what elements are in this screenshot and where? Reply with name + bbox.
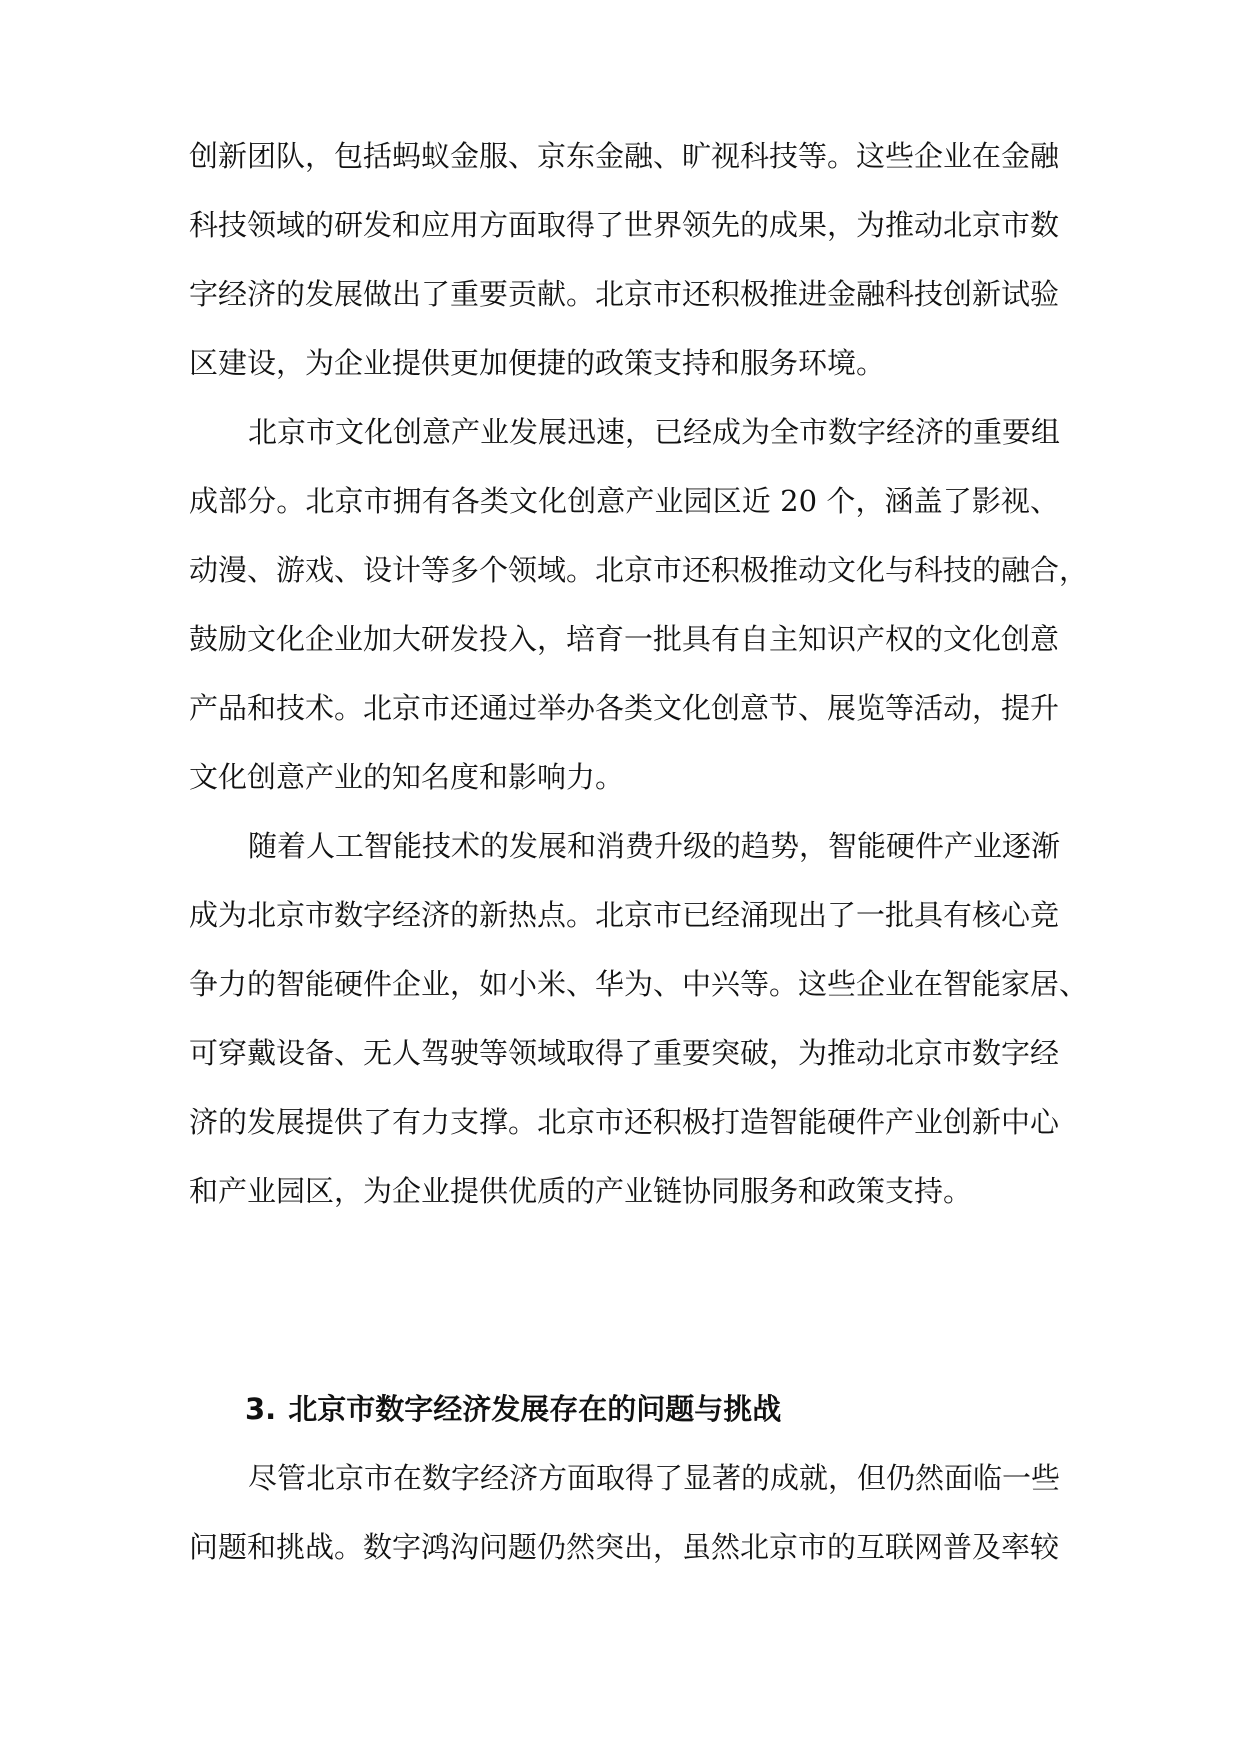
paragraph-3-line-1: 随着人工智能技术的发展和消费升级的趋势，智能硬件产业逐渐 — [248, 829, 1061, 863]
paragraph-3-line-6: 和产业园区，为企业提供优质的产业链协同服务和政策支持。 — [189, 1174, 973, 1208]
paragraph-2-line-1: 北京市文化创意产业发展迅速，已经成为全市数字经济的重要组 — [248, 415, 1061, 449]
paragraph-3-line-2: 成为北京市数字经济的新热点。北京市已经涌现出了一批具有核心竞 — [189, 898, 1060, 932]
paragraph-2-line-2: 成部分。北京市拥有各类文化创意产业园区近 20 个，涵盖了影视、 — [189, 484, 1059, 518]
paragraph-2-line-5: 产品和技术。北京市还通过举办各类文化创意节、展览等活动，提升 — [189, 691, 1060, 725]
section-heading — [245, 1389, 781, 1429]
paragraph-4-line-2: 问题和挑战。数字鸿沟问题仍然突出，虽然北京市的互联网普及率较 — [189, 1530, 1060, 1564]
section-heading-title: 北京市数字经济发展存在的问题与挑战 — [288, 1392, 782, 1426]
paragraph-2-line-3: 动漫、游戏、设计等多个领域。北京市还积极推动文化与科技的融合， — [189, 553, 1089, 587]
section-heading-number: 3. — [245, 1392, 277, 1426]
paragraph-1-line-3: 字经济的发展做出了重要贡献。北京市还积极推进金融科技创新试验 — [189, 277, 1060, 311]
paragraph-1-line-1: 创新团队，包括蚂蚁金服、京东金融、旷视科技等。这些企业在金融 — [189, 139, 1060, 173]
paragraph-4-line-1: 尽管北京市在数字经济方面取得了显著的成就，但仍然面临一些 — [248, 1461, 1061, 1495]
paragraph-1-line-2: 科技领域的研发和应用方面取得了世界领先的成果，为推动北京市数 — [189, 208, 1060, 242]
paragraph-2-line-4: 鼓励文化企业加大研发投入，培育一批具有自主知识产权的文化创意 — [189, 622, 1060, 656]
paragraph-2-line-6: 文化创意产业的知名度和影响力。 — [189, 760, 625, 794]
paragraph-1-line-4: 区建设，为企业提供更加便捷的政策支持和服务环境。 — [189, 346, 886, 380]
paragraph-3-line-3: 争力的智能硬件企业，如小米、华为、中兴等。这些企业在智能家居、 — [189, 967, 1089, 1001]
paragraph-3-line-4: 可穿戴设备、无人驾驶等领域取得了重要突破，为推动北京市数字经 — [189, 1036, 1060, 1070]
paragraph-3-line-5: 济的发展提供了有力支撑。北京市还积极打造智能硬件产业创新中心 — [189, 1105, 1060, 1139]
